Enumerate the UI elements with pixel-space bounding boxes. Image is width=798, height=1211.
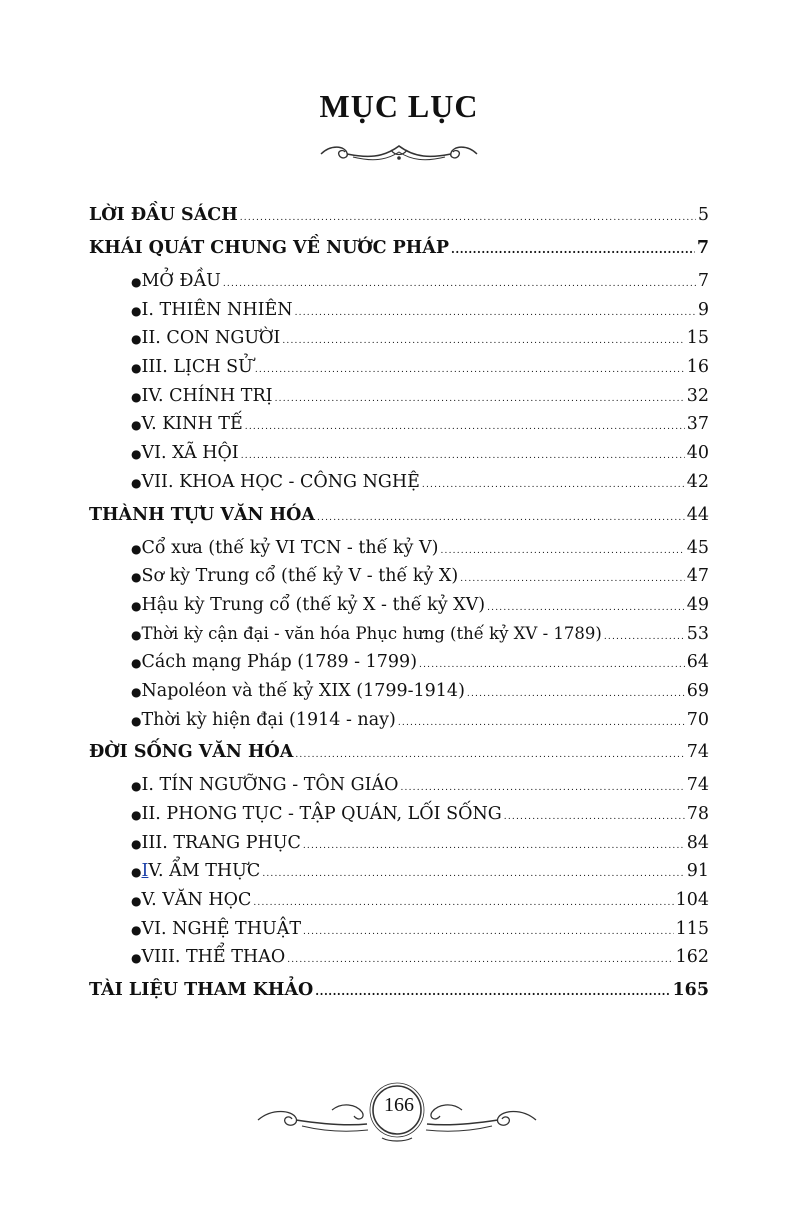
toc-item-label-rest: V. ẨM THỰC <box>148 861 261 882</box>
dot-leader <box>317 513 685 523</box>
bullet-icon: ● <box>131 779 142 794</box>
toc-section-label: ĐỜI SỐNG VĂN HÓA <box>89 742 294 763</box>
page-title: MỤC LỤC <box>319 88 479 124</box>
toc-entry-intro[interactable] <box>89 205 709 238</box>
toc-item-label: VI. NGHỆ THUẬT <box>141 918 302 939</box>
dot-leader <box>467 689 685 699</box>
toc-item[interactable] <box>89 947 709 976</box>
dot-leader <box>303 927 674 937</box>
toc-item-label: II. CON NGƯỜI <box>141 328 281 349</box>
toc-entry-page: 5 <box>697 205 709 225</box>
toc-item-page: 7 <box>697 271 709 291</box>
dot-leader <box>504 812 685 822</box>
toc-item-label: III. TRANG PHỤC <box>141 832 301 853</box>
bullet-icon: ● <box>131 447 142 462</box>
dot-leader <box>440 546 684 556</box>
toc-item-page: 15 <box>686 328 709 349</box>
dot-leader <box>487 603 685 613</box>
dot-leader <box>422 480 685 490</box>
dot-leader <box>255 365 685 375</box>
bullet-icon: ● <box>131 865 142 880</box>
dot-leader <box>241 451 685 461</box>
bullet-icon: ● <box>131 275 142 289</box>
toc-item-page: 45 <box>686 537 709 558</box>
dot-leader <box>604 632 685 642</box>
dot-leader <box>253 898 673 908</box>
toc-section-cultural-life[interactable] <box>89 742 709 775</box>
toc-section-references[interactable] <box>89 980 709 1013</box>
toc-item-label: Hậu kỳ Trung cổ (thế kỷ X - thế kỷ XV) <box>141 594 486 615</box>
toc-item-page: 162 <box>675 947 709 968</box>
toc-item-label: III. LỊCH SỬ <box>141 357 253 378</box>
dot-leader <box>315 985 670 998</box>
dot-leader <box>400 783 684 793</box>
bullet-icon: ● <box>131 389 142 404</box>
toc-section-label: KHÁI QUÁT CHUNG VỀ NƯỚC PHÁP <box>89 238 450 258</box>
dot-leader <box>295 750 684 760</box>
toc-item[interactable] <box>89 681 709 710</box>
dot-leader <box>303 841 685 851</box>
dot-leader <box>262 869 684 879</box>
toc-section-page: 44 <box>686 504 709 525</box>
dot-leader <box>223 279 696 289</box>
toc-item[interactable] <box>89 919 709 948</box>
toc-item[interactable] <box>89 472 709 501</box>
bullet-icon: ● <box>131 713 142 728</box>
toc-item-label: IV. CHÍNH TRỊ <box>141 385 273 406</box>
toc-item-page: 70 <box>686 709 709 730</box>
dot-leader <box>282 336 684 346</box>
toc-item-page: 32 <box>686 385 709 406</box>
toc-item[interactable] <box>89 595 709 624</box>
toc-item-label: Cách mạng Pháp (1789 - 1799) <box>141 652 418 673</box>
toc-item-page: 69 <box>686 680 709 701</box>
dot-leader <box>295 308 696 318</box>
hyperlink[interactable]: I <box>141 861 149 882</box>
dot-leader <box>275 394 685 404</box>
toc-item[interactable] <box>89 357 709 386</box>
toc-item-label: VII. KHOA HỌC - CÔNG NGHỆ <box>141 471 420 492</box>
toc-item[interactable] <box>89 566 709 595</box>
toc-item-label: I. THIÊN NHIÊN <box>141 299 293 320</box>
toc-item[interactable] <box>89 861 709 890</box>
toc-item-label: Napoléon và thế kỷ XIX (1799-1914) <box>141 680 465 701</box>
toc-section-page: 74 <box>686 742 709 763</box>
toc-item-page: 115 <box>675 918 709 939</box>
toc-item[interactable] <box>89 775 709 804</box>
bullet-icon: ● <box>131 894 142 909</box>
dot-leader <box>460 574 685 584</box>
toc-item[interactable] <box>89 833 709 862</box>
toc-item-page: 49 <box>686 594 709 615</box>
bullet-icon: ● <box>131 836 142 851</box>
toc-item[interactable] <box>89 271 709 300</box>
bullet-icon: ● <box>131 684 142 699</box>
toc-item-page: 91 <box>686 861 709 882</box>
toc-section-label: THÀNH TỰU VĂN HÓA <box>89 504 315 525</box>
toc-item-page: 104 <box>675 890 709 911</box>
toc-item[interactable] <box>89 652 709 681</box>
toc-item-label: Thời kỳ hiện đại (1914 - nay) <box>141 709 396 730</box>
toc-item-page: 53 <box>686 623 709 644</box>
bullet-icon: ● <box>131 951 142 966</box>
toc-item-label: Cổ xưa (thế kỷ VI TCN - thế kỷ V) <box>141 537 439 558</box>
toc-section-cultural-achievements[interactable] <box>89 505 709 538</box>
bullet-icon: ● <box>131 361 142 376</box>
toc-section-overview[interactable] <box>89 238 709 271</box>
toc-item-label: VIII. THỂ THAO <box>141 947 286 968</box>
page-number: 166 <box>384 1094 414 1116</box>
toc-item[interactable] <box>89 414 709 443</box>
flourish-ornament-icon <box>317 140 481 164</box>
toc-entry-label: LỜI ĐẦU SÁCH <box>89 205 238 225</box>
toc-item-label: V. KINH TẾ <box>141 414 243 435</box>
toc-item[interactable] <box>89 386 709 415</box>
dot-leader <box>419 660 685 670</box>
bullet-icon: ● <box>131 570 142 585</box>
table-of-contents <box>89 205 709 1013</box>
toc-section-label: TÀI LIỆU THAM KHẢO <box>89 980 314 1001</box>
toc-item-label: V. VĂN HỌC <box>141 890 252 911</box>
toc-item-label: II. PHONG TỤC - TẬP QUÁN, LỐI SỐNG <box>141 804 502 824</box>
toc-item-page: 64 <box>686 652 709 673</box>
toc-section-page: 7 <box>696 238 709 258</box>
bullet-icon: ● <box>131 541 142 556</box>
toc-item-label <box>141 861 260 881</box>
toc-item-label: MỞ ĐẦU <box>141 271 221 291</box>
toc-item-page: 37 <box>686 414 709 435</box>
bullet-icon: ● <box>131 627 142 642</box>
toc-item[interactable] <box>89 328 709 357</box>
toc-section-page: 165 <box>672 980 709 1001</box>
toc-item-label: Thời kỳ cận đại - văn hóa Phục hưng (thế kỷ XV - 1789) <box>141 623 602 643</box>
bullet-icon: ● <box>131 656 142 671</box>
dot-leader <box>240 213 696 223</box>
toc-item-page: 74 <box>686 775 709 796</box>
toc-item-page: 78 <box>686 804 709 824</box>
toc-item-page: 47 <box>686 566 709 587</box>
bullet-icon: ● <box>131 598 142 613</box>
toc-item-page: 16 <box>686 357 709 378</box>
toc-item[interactable] <box>89 804 709 833</box>
toc-item-page: 40 <box>686 443 709 464</box>
toc-item[interactable] <box>89 443 709 472</box>
toc-item[interactable] <box>89 300 709 329</box>
toc-item[interactable] <box>89 710 709 739</box>
toc-item-label: VI. XÃ HỘI <box>141 443 239 464</box>
bullet-icon: ● <box>131 303 142 318</box>
bullet-icon: ● <box>131 808 142 822</box>
toc-item-page: 9 <box>697 299 709 320</box>
toc-item[interactable] <box>89 890 709 919</box>
bullet-icon: ● <box>131 332 142 347</box>
toc-item-label: I. TÍN NGƯỠNG - TÔN GIÁO <box>141 775 399 796</box>
dot-leader <box>398 718 685 728</box>
toc-item[interactable] <box>89 624 709 653</box>
dot-leader <box>451 243 695 256</box>
toc-item-page: 42 <box>686 471 709 492</box>
dot-leader <box>287 955 673 965</box>
bullet-icon: ● <box>131 922 142 937</box>
bullet-icon: ● <box>131 418 142 433</box>
toc-item-label: Sơ kỳ Trung cổ (thế kỷ V - thế kỷ X) <box>141 566 459 587</box>
bullet-icon: ● <box>131 475 142 490</box>
dot-leader <box>245 422 685 432</box>
toc-item-page: 84 <box>686 832 709 853</box>
toc-item[interactable] <box>89 538 709 567</box>
